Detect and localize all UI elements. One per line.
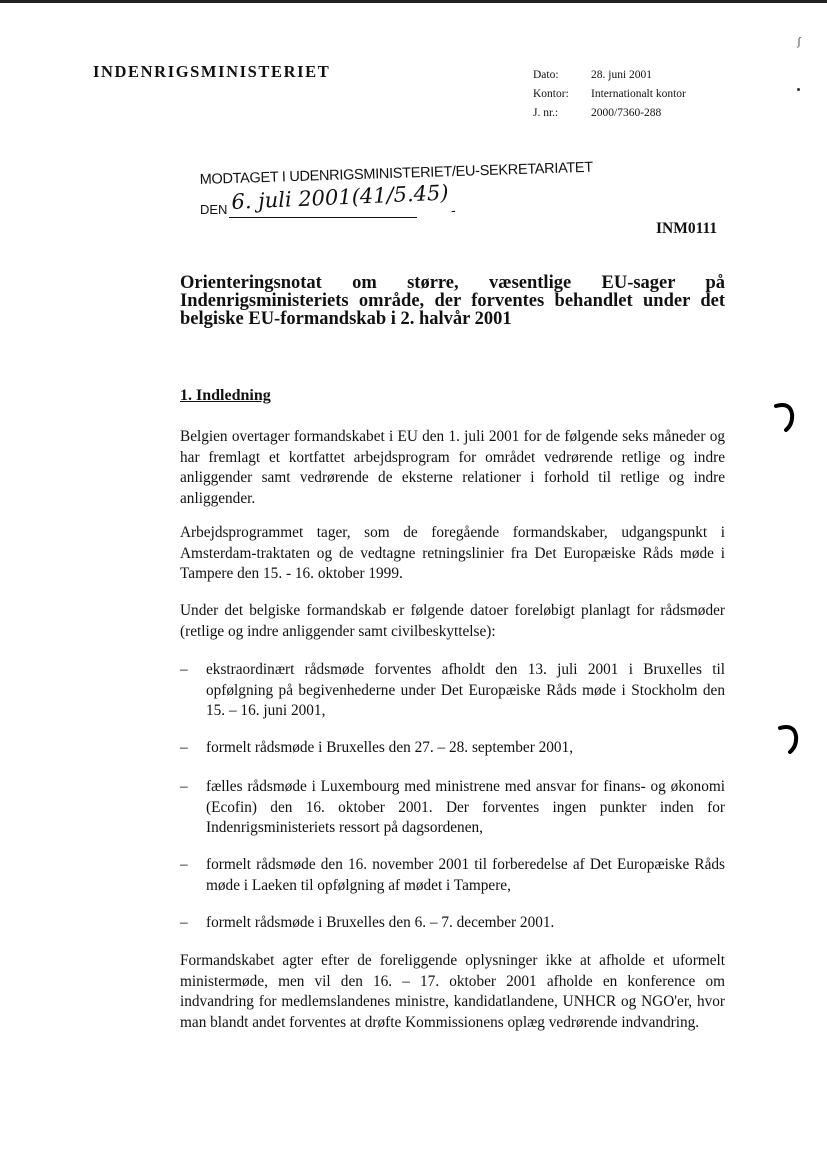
list-item	[180, 777, 725, 839]
document-title: Orienteringsnotat om større, væsentlige EU-sager på Indenrigsministeriets område, der forventes behandlet under det belgiske EU-formandskab i 2. halvår 2001	[180, 273, 725, 329]
bullet-dash: –	[180, 914, 188, 931]
meta-date-value: 28. juni 2001	[591, 69, 653, 81]
section-heading-text: 1. Indledning	[180, 387, 271, 404]
margin-bracket-mark	[776, 720, 800, 754]
stamp-den-label: DEN	[200, 202, 228, 217]
stamp-received-text: MODTAGET I UDENRIGSMINISTERIET/EU-SEKRETARIATET	[199, 159, 594, 188]
scan-dot	[797, 88, 800, 91]
bullet-dash: –	[180, 856, 188, 873]
stamp-signature-line	[229, 217, 417, 218]
bullet-dash: –	[180, 661, 188, 678]
meta-journal-value: 2000/7360-288	[591, 107, 662, 119]
meta-journal-row	[533, 104, 686, 123]
meta-date-row	[533, 66, 686, 85]
list-item	[180, 738, 725, 759]
paragraph-intro: Belgien overtager formandskabet i EU den 1. juli 2001 for de følgende seks måneder og har fremlagt et kortfattet arbejdsprogram for området vedrørende retlige og indre anliggender samt vedrørende de eksterne relationer i forhold til retlige og indre anliggender.	[180, 428, 725, 507]
list-item-text: fælles rådsmøde i Luxembourg med ministrene med ansvar for finans- og økonomi (Ecofin) den 16. oktober 2001. Der forventes ingen punkter inden for Indenrigsministeriets ressort på dagsordenen,	[206, 778, 725, 837]
paragraph-closing: Formandskabet agter efter de foreliggende oplysninger ikke at afholde et uformelt ministermøde, men vil den 16. – 17. oktober 2001 afholde en konference om indvandring for medlemslandenes ministre, kandidatlandene, UNHCR og NGO'er, hvor man blandt andet forventes at drøfte Kommissionens oplæg vedrørende indvandring.	[180, 952, 725, 1031]
received-stamp	[199, 159, 594, 232]
list-item-text: formelt rådsmøde i Bruxelles den 6. – 7. december 2001.	[206, 914, 555, 931]
document-metadata	[533, 66, 686, 123]
paragraph-council-dates: Under det belgiske formandskab er følgende datoer foreløbigt planlagt for rådsmøder (retlige og indre anliggender samt civilbeskyttelse):	[180, 602, 725, 640]
top-border-line	[0, 0, 827, 3]
paragraph-work-programme: Arbejdsprogrammet tager, som de foregående formandskaber, udgangspunkt i Amsterdam-traktaten og de vedtagne retningslinier fra Det Europæiske Råds møde i Tampere den 15. - 16. oktober 1999.	[180, 524, 725, 583]
stamp-dash: -	[451, 202, 456, 218]
bullet-dash: –	[180, 739, 188, 756]
list-item-text: ekstraordinært rådsmøde forventes afholdt den 13. juli 2001 i Bruxelles til opfølgning på begivenhederne under Det Europæiske Råds møde i Stockholm den 15. – 16. juni 2001,	[206, 661, 725, 720]
margin-bracket-mark	[772, 398, 796, 432]
document-code: INM0111	[656, 220, 718, 237]
list-item-text: formelt rådsmøde den 16. november 2001 til forberedelse af Det Europæiske Råds møde i Laeken til opfølgning af mødet i Tampere,	[206, 856, 725, 894]
section-heading	[180, 387, 271, 405]
list-item-text: formelt rådsmøde i Bruxelles den 27. – 28. september 2001,	[206, 739, 574, 756]
meta-date-label: Dato:	[533, 69, 559, 81]
list-item	[180, 855, 725, 896]
meta-office-label: Kontor:	[533, 88, 569, 100]
meta-office-row	[533, 85, 686, 104]
list-item	[180, 913, 725, 934]
stamp-handwritten-date: 6. juli 2001(41/5.45)	[230, 180, 450, 214]
list-item	[180, 660, 725, 722]
scan-speck: ʃ	[797, 34, 801, 48]
meta-journal-label: J. nr.:	[533, 107, 559, 119]
bullet-dash: –	[180, 778, 188, 795]
ministry-name: INDENRIGSMINISTERIET	[93, 62, 331, 81]
meta-office-value: Internationalt kontor	[591, 88, 686, 100]
